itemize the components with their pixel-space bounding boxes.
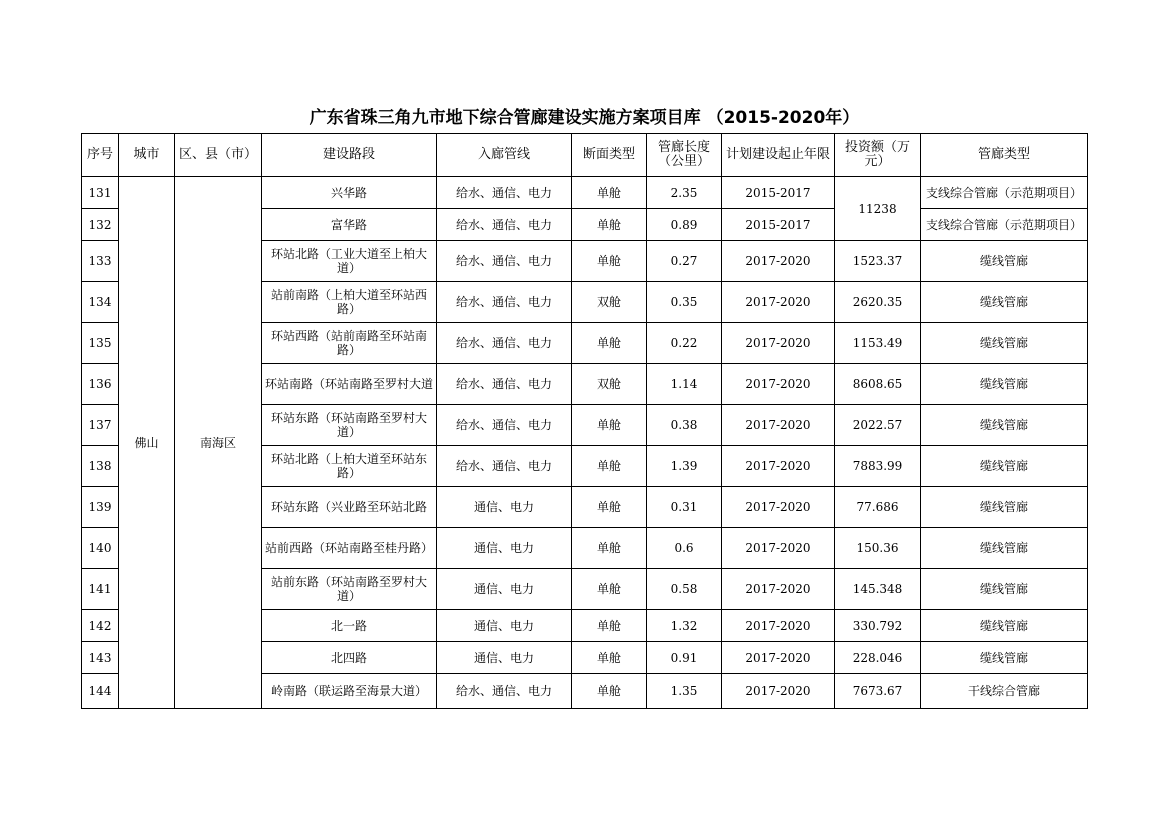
cell-period: 2017-2020 <box>722 487 835 528</box>
cell-length: 1.39 <box>647 446 722 487</box>
cell-investment: 1153.49 <box>835 323 921 364</box>
header-row <box>82 134 1088 177</box>
cell-investment: 150.36 <box>835 528 921 569</box>
cell-period: 2017-2020 <box>722 642 835 674</box>
cell-section: 站前东路（环站南路至罗村大道） <box>262 569 437 610</box>
cell-period: 2017-2020 <box>722 241 835 282</box>
cell-type: 缆线管廊 <box>921 569 1088 610</box>
cell-period: 2017-2020 <box>722 528 835 569</box>
cell-period: 2017-2020 <box>722 323 835 364</box>
cell-investment: 8608.65 <box>835 364 921 405</box>
cell-pipelines: 给水、通信、电力 <box>437 177 572 209</box>
cell-period: 2015-2017 <box>722 177 835 209</box>
cell-cross-section: 单舱 <box>572 323 647 364</box>
cell-length: 0.89 <box>647 209 722 241</box>
cell-length: 0.6 <box>647 528 722 569</box>
cell-seq: 144 <box>82 674 119 709</box>
cell-investment: 7673.67 <box>835 674 921 709</box>
cell-type: 缆线管廊 <box>921 241 1088 282</box>
cell-period: 2017-2020 <box>722 674 835 709</box>
cell-investment: 2620.35 <box>835 282 921 323</box>
header-pipelines: 入廊管线 <box>437 134 572 177</box>
cell-seq: 131 <box>82 177 119 209</box>
cell-seq: 143 <box>82 642 119 674</box>
cell-type: 缆线管廊 <box>921 642 1088 674</box>
cell-type: 缆线管廊 <box>921 610 1088 642</box>
cell-section: 兴华路 <box>262 177 437 209</box>
cell-investment: 228.046 <box>835 642 921 674</box>
cell-seq: 137 <box>82 405 119 446</box>
cell-period: 2017-2020 <box>722 364 835 405</box>
cell-pipelines: 通信、电力 <box>437 528 572 569</box>
cell-investment: 1523.37 <box>835 241 921 282</box>
header-investment: 投资额（万元） <box>835 134 921 177</box>
cell-section: 环站南路（环站南路至罗村大道 <box>262 364 437 405</box>
cell-period: 2017-2020 <box>722 610 835 642</box>
cell-length: 0.91 <box>647 642 722 674</box>
cell-cross-section: 双舱 <box>572 364 647 405</box>
cell-seq: 134 <box>82 282 119 323</box>
cell-length: 0.35 <box>647 282 722 323</box>
cell-type: 缆线管廊 <box>921 487 1088 528</box>
cell-type: 干线综合管廊 <box>921 674 1088 709</box>
cell-type: 支线综合管廊（示范期项目） <box>921 209 1088 241</box>
cell-type: 缆线管廊 <box>921 364 1088 405</box>
cell-section: 环站北路（工业大道至上柏大道） <box>262 241 437 282</box>
cell-length: 1.14 <box>647 364 722 405</box>
cell-cross-section: 单舱 <box>572 528 647 569</box>
header-city: 城市 <box>119 134 175 177</box>
cell-type: 缆线管廊 <box>921 446 1088 487</box>
cell-length: 2.35 <box>647 177 722 209</box>
cell-length: 0.38 <box>647 405 722 446</box>
cell-cross-section: 单舱 <box>572 610 647 642</box>
cell-investment: 330.792 <box>835 610 921 642</box>
header-type: 管廊类型 <box>921 134 1088 177</box>
cell-district: 南海区 <box>175 177 262 709</box>
cell-cross-section: 单舱 <box>572 209 647 241</box>
cell-type: 支线综合管廊（示范期项目） <box>921 177 1088 209</box>
cell-seq: 142 <box>82 610 119 642</box>
cell-type: 缆线管廊 <box>921 528 1088 569</box>
cell-seq: 133 <box>82 241 119 282</box>
cell-investment: 145.348 <box>835 569 921 610</box>
cell-period: 2017-2020 <box>722 569 835 610</box>
cell-investment: 11238 <box>835 177 921 241</box>
cell-section: 北一路 <box>262 610 437 642</box>
cell-length: 0.31 <box>647 487 722 528</box>
cell-section: 富华路 <box>262 209 437 241</box>
cell-cross-section: 单舱 <box>572 642 647 674</box>
cell-pipelines: 给水、通信、电力 <box>437 241 572 282</box>
cell-section: 站前南路（上柏大道至环站西路） <box>262 282 437 323</box>
cell-seq: 136 <box>82 364 119 405</box>
cell-pipelines: 给水、通信、电力 <box>437 209 572 241</box>
cell-cross-section: 单舱 <box>572 446 647 487</box>
cell-pipelines: 给水、通信、电力 <box>437 446 572 487</box>
cell-investment: 77.686 <box>835 487 921 528</box>
cell-pipelines: 给水、通信、电力 <box>437 282 572 323</box>
cell-investment: 7883.99 <box>835 446 921 487</box>
cell-section: 岭南路（联运路至海景大道） <box>262 674 437 709</box>
cell-seq: 138 <box>82 446 119 487</box>
cell-section: 北四路 <box>262 642 437 674</box>
document-title: 广东省珠三角九市地下综合管廊建设实施方案项目库 （2015-2020年） <box>309 108 860 128</box>
cell-cross-section: 双舱 <box>572 282 647 323</box>
cell-seq: 139 <box>82 487 119 528</box>
cell-investment: 2022.57 <box>835 405 921 446</box>
project-table <box>81 133 1088 709</box>
cell-pipelines: 通信、电力 <box>437 487 572 528</box>
cell-cross-section: 单舱 <box>572 569 647 610</box>
cell-seq: 140 <box>82 528 119 569</box>
cell-section: 站前西路（环站南路至桂丹路） <box>262 528 437 569</box>
cell-pipelines: 给水、通信、电力 <box>437 364 572 405</box>
cell-type: 缆线管廊 <box>921 405 1088 446</box>
cell-section: 环站西路（站前南路至环站南路） <box>262 323 437 364</box>
cell-seq: 132 <box>82 209 119 241</box>
cell-cross-section: 单舱 <box>572 405 647 446</box>
cell-seq: 141 <box>82 569 119 610</box>
cell-length: 0.58 <box>647 569 722 610</box>
cell-pipelines: 给水、通信、电力 <box>437 323 572 364</box>
cell-type: 缆线管廊 <box>921 323 1088 364</box>
cell-cross-section: 单舱 <box>572 241 647 282</box>
cell-length: 0.22 <box>647 323 722 364</box>
cell-period: 2017-2020 <box>722 446 835 487</box>
cell-section: 环站东路（环站南路至罗村大道） <box>262 405 437 446</box>
header-section: 建设路段 <box>262 134 437 177</box>
header-length: 管廊长度（公里） <box>647 134 722 177</box>
header-cross-section: 断面类型 <box>572 134 647 177</box>
header-district: 区、县（市） <box>175 134 262 177</box>
cell-cross-section: 单舱 <box>572 487 647 528</box>
cell-type: 缆线管廊 <box>921 282 1088 323</box>
cell-period: 2015-2017 <box>722 209 835 241</box>
cell-city: 佛山 <box>119 177 175 709</box>
header-period: 计划建设起止年限 <box>722 134 835 177</box>
table-row <box>82 177 1088 209</box>
cell-section: 环站东路（兴业路至环站北路 <box>262 487 437 528</box>
cell-section: 环站北路（上柏大道至环站东路） <box>262 446 437 487</box>
cell-pipelines: 通信、电力 <box>437 569 572 610</box>
cell-seq: 135 <box>82 323 119 364</box>
cell-period: 2017-2020 <box>722 405 835 446</box>
cell-length: 1.35 <box>647 674 722 709</box>
cell-pipelines: 给水、通信、电力 <box>437 674 572 709</box>
cell-cross-section: 单舱 <box>572 177 647 209</box>
cell-length: 0.27 <box>647 241 722 282</box>
cell-cross-section: 单舱 <box>572 674 647 709</box>
cell-pipelines: 通信、电力 <box>437 610 572 642</box>
header-seq: 序号 <box>82 134 119 177</box>
cell-length: 1.32 <box>647 610 722 642</box>
cell-pipelines: 通信、电力 <box>437 642 572 674</box>
cell-pipelines: 给水、通信、电力 <box>437 405 572 446</box>
cell-period: 2017-2020 <box>722 282 835 323</box>
